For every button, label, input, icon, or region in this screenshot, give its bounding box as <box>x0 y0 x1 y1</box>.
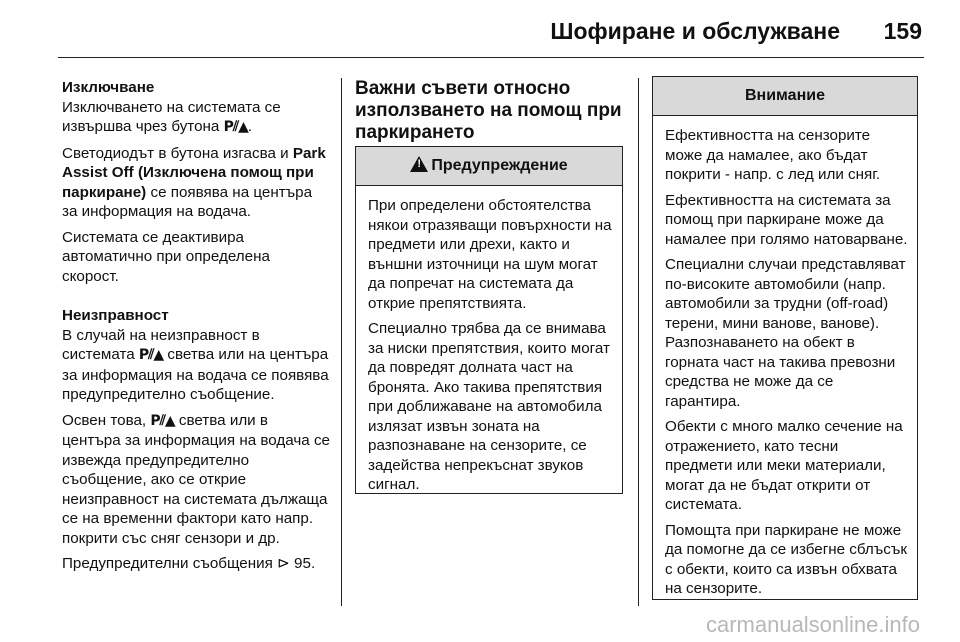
warning-paragraph-1: При определени обстоятелства някои отразяващи повърхности на предмети или дрехи, както и външни източници на шум могат да попречат на системата да открие препятствията. <box>368 197 612 312</box>
park-assist-off-message: Park Assist Off (Изключена помощ при паркиране) <box>62 144 326 201</box>
reference-arrow-icon: ⊳ <box>277 555 290 572</box>
warning-box-body <box>356 186 622 509</box>
warning-box <box>355 146 623 494</box>
header-divider <box>58 57 924 58</box>
paragraph-fault-2: Освен това, P⫽▲ светва или в центъра за информация на водача се извежда предупредително съобщение, ако се открие неизправност на системата дължаща се на временни фактори като напр. покрити със сняг сензори и др. <box>62 411 330 547</box>
paragraph-turn-off-button: Изключването на системата се извършва чрез бутона P⫽▲. <box>62 98 281 135</box>
paragraph-fault-1: В случай на неизправност в системата P⫽▲ светва или на центъра за информация на водача се появява предупредително съобщение. <box>62 326 329 403</box>
section-heading-turn-off: Изключване <box>62 79 155 96</box>
paragraph-warning-messages-ref: Предупредителни съобщения ⊳ 95. <box>62 555 316 572</box>
park-assist-icon: P⫽▲ <box>150 412 175 429</box>
paragraph-led-off: Светодиодът в бутона изгасва и Park Assist Off (Изключена помощ при паркиране) се появява на центъра за информация на водача. <box>62 144 326 220</box>
page-number: 159 <box>883 18 922 44</box>
paragraph-auto-deactivate: Системата се деактивира автоматично при определена скорост. <box>62 228 270 285</box>
column-left <box>62 78 330 580</box>
caution-box-header: Внимание <box>653 77 917 116</box>
caution-box <box>652 76 918 600</box>
section-heading-tips: Важни съвети относно използването на помощ при паркирането <box>355 78 622 143</box>
caution-box-body <box>653 116 917 613</box>
caution-paragraph-3: Специални случаи представляват по-високите автомобили (напр. автомобили за трудни (off-road) терени, мини ванове, ванове). Разпознаването на обект в горната част на такива превозни средства не може да се гарантира. <box>665 256 906 410</box>
chapter-title: Шофиране и обслужване <box>550 18 840 44</box>
caution-paragraph-4: Обекти с много малко сечение на отражението, като тесни предмети или меки материали, могат да не бъдат открити от системата. <box>665 418 903 513</box>
warning-box-header <box>356 147 622 186</box>
page-reference-link[interactable]: 95 <box>294 555 311 572</box>
section-heading-fault: Неизправност <box>62 307 169 324</box>
column-divider-1 <box>341 78 342 606</box>
caution-paragraph-2: Ефективността на системата за помощ при паркиране може да намалее при голямо натоварване. <box>665 191 908 248</box>
caution-paragraph-1: Ефективността на сензорите може да намалее, ако бъдат покрити - напр. с лед или сняг. <box>665 127 881 183</box>
column-divider-2 <box>638 78 639 606</box>
page-header <box>0 0 960 60</box>
park-assist-icon: P⫽▲ <box>223 119 248 135</box>
warning-triangle-icon <box>410 156 428 172</box>
park-assist-icon: P⫽▲ <box>138 347 164 363</box>
caution-paragraph-5: Помощта при паркиране не може да помогне да се избегне сблъсък с обекти, които са извън обхвата на сензорите. <box>665 521 908 597</box>
warning-paragraph-2: Специално трябва да се внимава за ниски препятствия, които могат да повредят долната част на бронята. Ако такива препятствия при доближаване на автомобила излязат извън зоната на разпознаване на сензорите, се задейства непрекъснат звуков сигнал. <box>368 320 610 493</box>
watermark: carmanualsonline.info <box>705 612 920 637</box>
warning-title: Предупреждение <box>431 157 568 174</box>
